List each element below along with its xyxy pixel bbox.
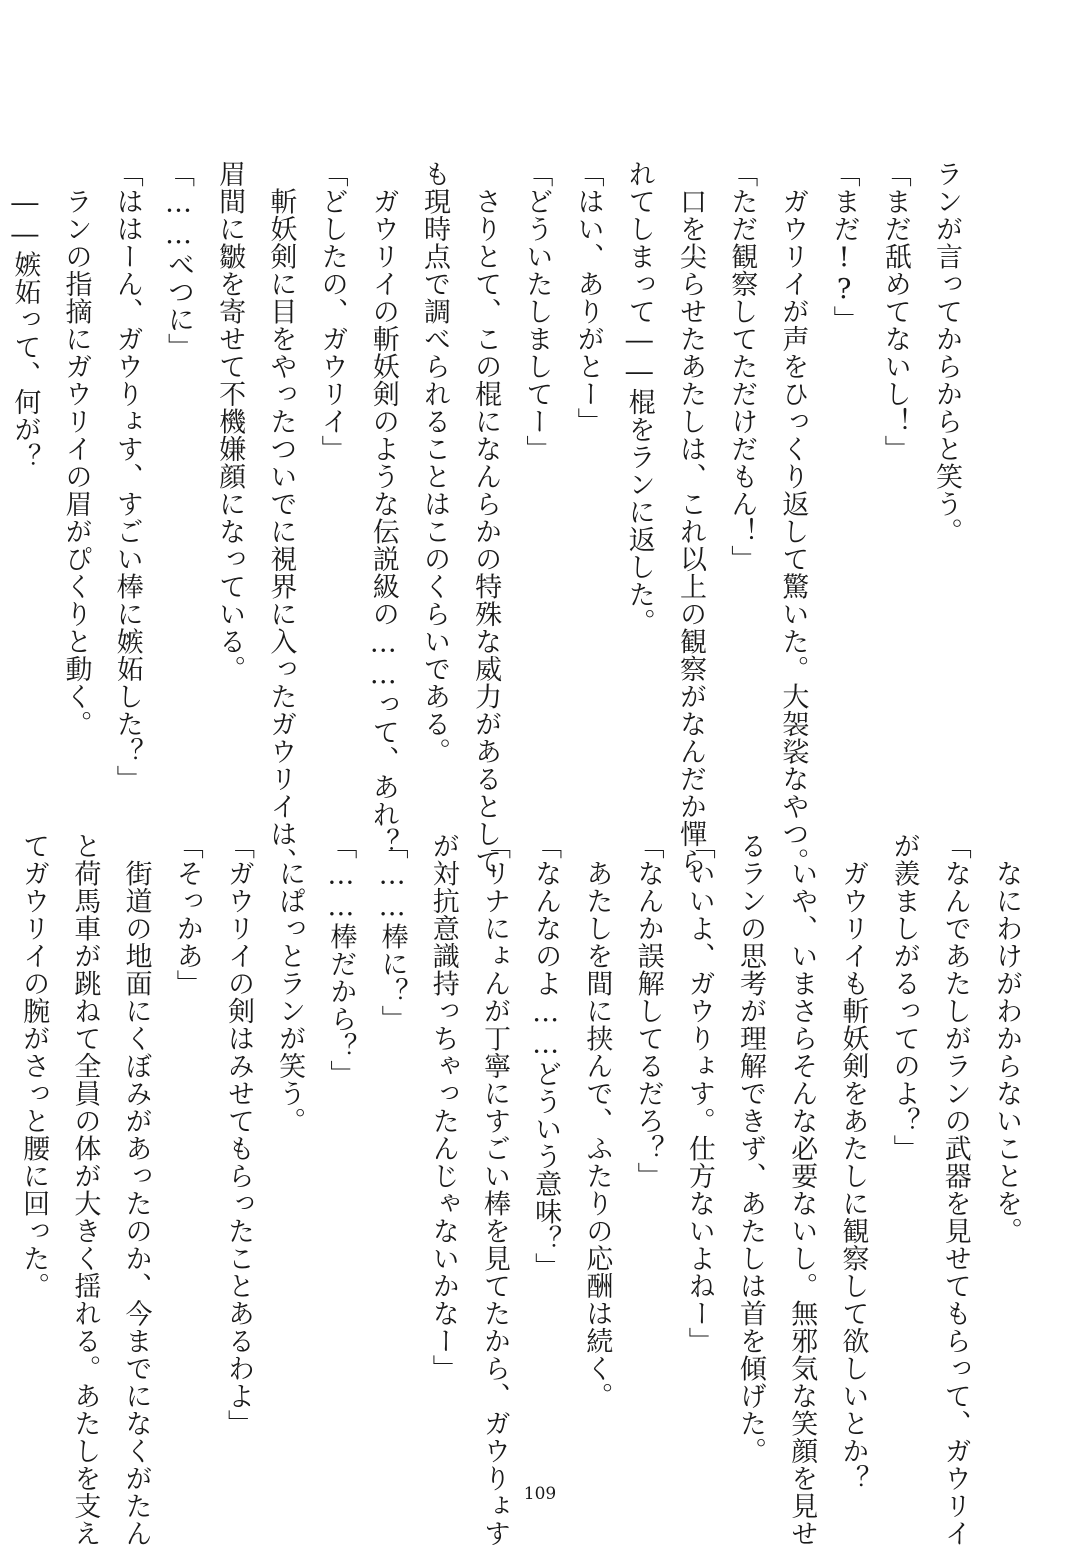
text-line: てガウリイの腕がさっと腰に回った。 (18, 832, 50, 1300)
text-line: 「……べつに」 (162, 160, 194, 361)
text-line: にぱっとランが笑う。 (274, 832, 306, 1135)
text-line: 眉間に皺を寄せて不機嫌顔になっている。 (214, 160, 246, 683)
text-line: 「リナにょんが丁寧にすごい棒を見てたから、ガウりょす (478, 832, 510, 1547)
text-line: るランの思考が理解できず、あたしは首を傾げた。 (734, 832, 766, 1465)
text-line: 「なんか誤解してるだろ？」 (632, 832, 664, 1190)
text-line: ガウリイが声をひっくり返して驚いた。大袈裟なやつ。 (777, 160, 809, 875)
page-number: 109 (523, 1484, 557, 1504)
text-line: ガウリイも斬妖剣をあたしに観察して欲しいとか？ (837, 832, 869, 1492)
text-line: 「どしたの、ガウリイ」 (316, 160, 348, 463)
text-line: 口を尖らせたあたしは、これ以上の観察がなんだか憚ら (674, 160, 706, 875)
text-line: 「なんであたしがランの武器を見せてもらって、ガウリイ (939, 832, 971, 1547)
text-line: 「そっかあ」 (171, 832, 203, 997)
text-line: ランの指摘にガウリイの眉がぴくりと動く。 (60, 160, 92, 738)
text-line: ガウリイの斬妖剣のような伝説級の……って、あれ？ (367, 160, 399, 856)
text-line: 斬妖剣に目をやったついでに視界に入ったガウリイは、 (265, 160, 297, 875)
text-line (0, 832, 8, 1412)
text-line: 「……棒だから？」 (325, 832, 357, 1088)
text-line: 「どういたしましてー」 (521, 160, 553, 463)
text-line: 「まだ!?」 (828, 160, 860, 333)
text-line: れてしまって――棍をランに返した。 (623, 160, 655, 636)
text-line: ランが言ってからからと笑う。 (931, 160, 962, 545)
text-line: 「なんなのよ……どういう意味？」 (530, 832, 562, 1280)
text-block-top (9, 160, 972, 875)
text-line: さりとて、この棍になんらかの特殊な威力があるとして (470, 160, 502, 875)
text-line: も現時点で調べられることはこのくらいである。 (418, 160, 450, 765)
text-line: と荷馬車が跳ねて全員の体が大きく揺れる。あたしを支え (69, 832, 101, 1547)
text-line: 「いいよ、ガウりょす。仕方ないよねー」 (683, 832, 715, 1355)
text-line: 「まだ舐めてないし！」 (879, 160, 911, 463)
text-line: あたしを間に挟んで、ふたりの応酬は続く。 (581, 832, 613, 1410)
text-line: 「ただ観察してただけだもん！」 (726, 160, 758, 573)
text-line: 街道の地面にくぼみがあったのか、今までになくがたん (120, 832, 152, 1547)
text-line: 「……棒に？」 (376, 832, 408, 1033)
text-line: 「ははーん、ガウりょす、すごい棒に嫉妬した？」 (111, 160, 143, 793)
text-line: ――嫉妬って、何が？ (9, 160, 41, 471)
text-line: 「はい、ありがとー」 (572, 160, 604, 435)
text-line: いや、いまさらそんな必要ないし。無邪気な笑顔を見せ (786, 832, 818, 1547)
text-line: が対抗意識持っちゃったんじゃないかなー」 (427, 832, 459, 1382)
text-line: なにわけがわからないことを。 (991, 832, 1022, 1245)
text-line: が羨ましがるってのよ？」 (888, 832, 920, 1162)
text-line: 「ガウリイの剣はみせてもらったことあるわよ」 (222, 832, 254, 1437)
